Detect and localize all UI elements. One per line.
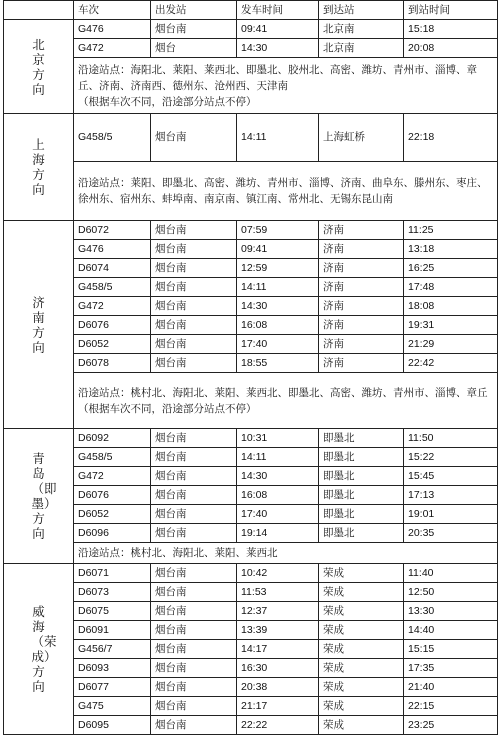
table-row xyxy=(4,354,498,373)
table-row xyxy=(4,297,498,316)
arrival-time: 15:45 xyxy=(404,467,498,486)
stops-note xyxy=(74,162,498,221)
departure-time: 12:59 xyxy=(237,259,319,278)
departure-station: 烟台南 xyxy=(151,259,237,278)
arrival-station: 荣成 xyxy=(319,697,404,716)
table-row xyxy=(4,335,498,354)
stops-note-row xyxy=(4,543,498,564)
departure-time: 13:39 xyxy=(237,621,319,640)
departure-station: 烟台南 xyxy=(151,505,237,524)
arrival-station: 济南 xyxy=(319,297,404,316)
train-number: D6071 xyxy=(74,564,151,583)
arrival-time: 14:40 xyxy=(404,621,498,640)
arrival-station: 荣成 xyxy=(319,583,404,602)
departure-station: 烟台南 xyxy=(151,20,237,39)
departure-time: 14:30 xyxy=(237,297,319,316)
arrival-time: 17:35 xyxy=(404,659,498,678)
departure-time: 20:38 xyxy=(237,678,319,697)
departure-time: 19:14 xyxy=(237,524,319,543)
arrival-station: 荣成 xyxy=(319,621,404,640)
departure-station: 烟台南 xyxy=(151,467,237,486)
table-row xyxy=(4,278,498,297)
departure-station: 烟台南 xyxy=(151,448,237,467)
arrival-station: 荣成 xyxy=(319,564,404,583)
table-row xyxy=(4,583,498,602)
departure-time: 14:11 xyxy=(237,278,319,297)
stops-remark: （根据车次不同，沿途部分站点不停） xyxy=(78,95,257,108)
stops-list: 沿途站点：桃村北、海阳北、莱阳、莱西北、即墨北、高密、潍坊、青州市、淄博、章丘 xyxy=(78,386,488,399)
departure-time: 18:55 xyxy=(237,354,319,373)
arrival-station: 即墨北 xyxy=(319,486,404,505)
direction-text: 济南方向 xyxy=(32,294,45,355)
arrival-station: 济南 xyxy=(319,240,404,259)
train-number: G472 xyxy=(74,297,151,316)
train-number: G476 xyxy=(74,240,151,259)
direction-text: 上海方向 xyxy=(32,137,45,197)
arrival-time: 22:15 xyxy=(404,697,498,716)
arrival-station: 荣成 xyxy=(319,716,404,735)
header-to: 到达站 xyxy=(319,1,404,20)
arrival-station: 荣成 xyxy=(319,678,404,697)
header-direction-cell xyxy=(4,1,74,20)
arrival-station: 济南 xyxy=(319,259,404,278)
departure-station: 烟台 xyxy=(151,39,237,58)
arrival-station: 荣成 xyxy=(319,602,404,621)
departure-station: 烟台南 xyxy=(151,316,237,335)
table-row xyxy=(4,20,498,39)
arrival-station: 荣成 xyxy=(319,640,404,659)
table-row xyxy=(4,697,498,716)
train-number: G458/5 xyxy=(74,278,151,297)
departure-time: 14:30 xyxy=(237,39,319,58)
schedule-body xyxy=(4,1,498,735)
arrival-station: 即墨北 xyxy=(319,448,404,467)
arrival-station: 即墨北 xyxy=(319,467,404,486)
train-number: D6091 xyxy=(74,621,151,640)
table-row xyxy=(4,429,498,448)
departure-station: 烟台南 xyxy=(151,640,237,659)
train-number: G472 xyxy=(74,467,151,486)
departure-station: 烟台南 xyxy=(151,583,237,602)
departure-time: 10:31 xyxy=(237,429,319,448)
train-number: D6095 xyxy=(74,716,151,735)
stops-list: 沿途站点：桃村北、海阳北、莱阳、莱西北 xyxy=(78,547,278,559)
train-number: D6075 xyxy=(74,602,151,621)
direction-label xyxy=(4,20,74,114)
train-number: G476 xyxy=(74,20,151,39)
table-row xyxy=(4,640,498,659)
arrival-station: 北京南 xyxy=(319,39,404,58)
table-row xyxy=(4,448,498,467)
table-row xyxy=(4,505,498,524)
train-number: D6072 xyxy=(74,221,151,240)
train-number: D6076 xyxy=(74,316,151,335)
train-number: G458/5 xyxy=(74,114,151,162)
departure-time: 14:17 xyxy=(237,640,319,659)
departure-time: 11:53 xyxy=(237,583,319,602)
arrival-time: 13:18 xyxy=(404,240,498,259)
table-row xyxy=(4,716,498,735)
header-train: 车次 xyxy=(74,1,151,20)
table-row xyxy=(4,659,498,678)
arrival-time: 17:48 xyxy=(404,278,498,297)
header-row xyxy=(4,1,498,20)
train-number: D6076 xyxy=(74,486,151,505)
arrival-time: 15:18 xyxy=(404,20,498,39)
departure-time: 16:08 xyxy=(237,486,319,505)
arrival-station: 即墨北 xyxy=(319,429,404,448)
departure-time: 10:42 xyxy=(237,564,319,583)
departure-time: 09:41 xyxy=(237,20,319,39)
departure-station: 烟台南 xyxy=(151,278,237,297)
departure-station: 烟台南 xyxy=(151,659,237,678)
departure-station: 烟台南 xyxy=(151,429,237,448)
departure-station: 烟台南 xyxy=(151,621,237,640)
direction-label xyxy=(4,221,74,429)
direction-text: 青岛（即墨）方向 xyxy=(31,451,57,541)
arrival-time: 17:13 xyxy=(404,486,498,505)
arrival-time: 21:40 xyxy=(404,678,498,697)
table-row xyxy=(4,39,498,58)
train-schedule-table xyxy=(3,0,498,735)
train-number: G458/5 xyxy=(74,448,151,467)
table-row xyxy=(4,602,498,621)
arrival-time: 16:25 xyxy=(404,259,498,278)
arrival-time: 13:30 xyxy=(404,602,498,621)
stops-list: 沿途站点：海阳北、莱阳、莱西北、即墨北、胶州北、高密、潍坊、青州市、淄博、章丘、济南、济南西、德州东、沧州西、天津南 xyxy=(78,63,477,92)
direction-label xyxy=(4,429,74,564)
table-row xyxy=(4,678,498,697)
stops-note xyxy=(74,543,498,564)
departure-time: 16:30 xyxy=(237,659,319,678)
arrival-time: 21:29 xyxy=(404,335,498,354)
train-number: D6096 xyxy=(74,524,151,543)
departure-time: 17:40 xyxy=(237,505,319,524)
train-number: G456/7 xyxy=(74,640,151,659)
departure-time: 07:59 xyxy=(237,221,319,240)
arrival-time: 11:50 xyxy=(404,429,498,448)
header-from: 出发站 xyxy=(151,1,237,20)
arrival-station: 上海虹桥 xyxy=(319,114,404,162)
departure-time: 16:08 xyxy=(237,316,319,335)
table-row xyxy=(4,486,498,505)
departure-time: 09:41 xyxy=(237,240,319,259)
departure-time: 14:30 xyxy=(237,467,319,486)
departure-station: 烟台南 xyxy=(151,564,237,583)
departure-station: 烟台南 xyxy=(151,716,237,735)
stops-note-row xyxy=(4,58,498,114)
departure-time: 22:22 xyxy=(237,716,319,735)
train-number: D6092 xyxy=(74,429,151,448)
arrival-station: 荣成 xyxy=(319,659,404,678)
header-arr: 到站时间 xyxy=(404,1,498,20)
arrival-time: 11:40 xyxy=(404,564,498,583)
arrival-station: 即墨北 xyxy=(319,524,404,543)
stops-note xyxy=(74,373,498,429)
departure-time: 17:40 xyxy=(237,335,319,354)
table-row xyxy=(4,221,498,240)
arrival-time: 15:22 xyxy=(404,448,498,467)
direction-text: 威海（荣成）方向 xyxy=(31,604,57,694)
direction-text: 北京方向 xyxy=(32,36,45,97)
train-number: G475 xyxy=(74,697,151,716)
stops-note-row xyxy=(4,373,498,429)
train-number: D6078 xyxy=(74,354,151,373)
arrival-station: 济南 xyxy=(319,221,404,240)
train-number: D6052 xyxy=(74,335,151,354)
table-row xyxy=(4,114,498,162)
table-row xyxy=(4,316,498,335)
table-row xyxy=(4,524,498,543)
direction-label xyxy=(4,114,74,221)
arrival-time: 19:01 xyxy=(404,505,498,524)
stops-remark: （根据车次不同，沿途部分站点不停） xyxy=(78,402,257,415)
table-row xyxy=(4,564,498,583)
arrival-time: 19:31 xyxy=(404,316,498,335)
arrival-station: 济南 xyxy=(319,278,404,297)
departure-station: 烟台南 xyxy=(151,697,237,716)
train-number: D6077 xyxy=(74,678,151,697)
table-row xyxy=(4,259,498,278)
departure-station: 烟台南 xyxy=(151,114,237,162)
stops-note xyxy=(74,58,498,114)
departure-station: 烟台南 xyxy=(151,678,237,697)
arrival-time: 18:08 xyxy=(404,297,498,316)
departure-station: 烟台南 xyxy=(151,354,237,373)
arrival-time: 20:35 xyxy=(404,524,498,543)
header-dep: 发车时间 xyxy=(237,1,319,20)
arrival-time: 22:42 xyxy=(404,354,498,373)
arrival-station: 即墨北 xyxy=(319,505,404,524)
departure-time: 12:37 xyxy=(237,602,319,621)
direction-label xyxy=(4,564,74,735)
stops-note-row xyxy=(4,162,498,221)
departure-station: 烟台南 xyxy=(151,221,237,240)
stops-list: 沿途站点：莱阳、即墨北、高密、潍坊、青州市、淄博、济南、曲阜东、滕州东、枣庄、徐州东、宿州东、蚌埠南、南京南、镇江南、常州北、无锡东昆山南 xyxy=(78,177,488,205)
arrival-station: 济南 xyxy=(319,316,404,335)
arrival-time: 23:25 xyxy=(404,716,498,735)
arrival-time: 11:25 xyxy=(404,221,498,240)
departure-time: 14:11 xyxy=(237,448,319,467)
departure-time: 21:17 xyxy=(237,697,319,716)
departure-station: 烟台南 xyxy=(151,524,237,543)
departure-station: 烟台南 xyxy=(151,486,237,505)
arrival-time: 15:15 xyxy=(404,640,498,659)
table-row xyxy=(4,467,498,486)
departure-station: 烟台南 xyxy=(151,335,237,354)
departure-station: 烟台南 xyxy=(151,240,237,259)
train-number: D6093 xyxy=(74,659,151,678)
arrival-station: 北京南 xyxy=(319,20,404,39)
train-number: D6074 xyxy=(74,259,151,278)
arrival-time: 20:08 xyxy=(404,39,498,58)
arrival-station: 济南 xyxy=(319,354,404,373)
train-number: D6052 xyxy=(74,505,151,524)
departure-station: 烟台南 xyxy=(151,602,237,621)
train-number: D6073 xyxy=(74,583,151,602)
table-row xyxy=(4,240,498,259)
departure-time: 14:11 xyxy=(237,114,319,162)
arrival-station: 济南 xyxy=(319,335,404,354)
train-number: G472 xyxy=(74,39,151,58)
table-row xyxy=(4,621,498,640)
arrival-time: 12:50 xyxy=(404,583,498,602)
arrival-time: 22:18 xyxy=(404,114,498,162)
departure-station: 烟台南 xyxy=(151,297,237,316)
